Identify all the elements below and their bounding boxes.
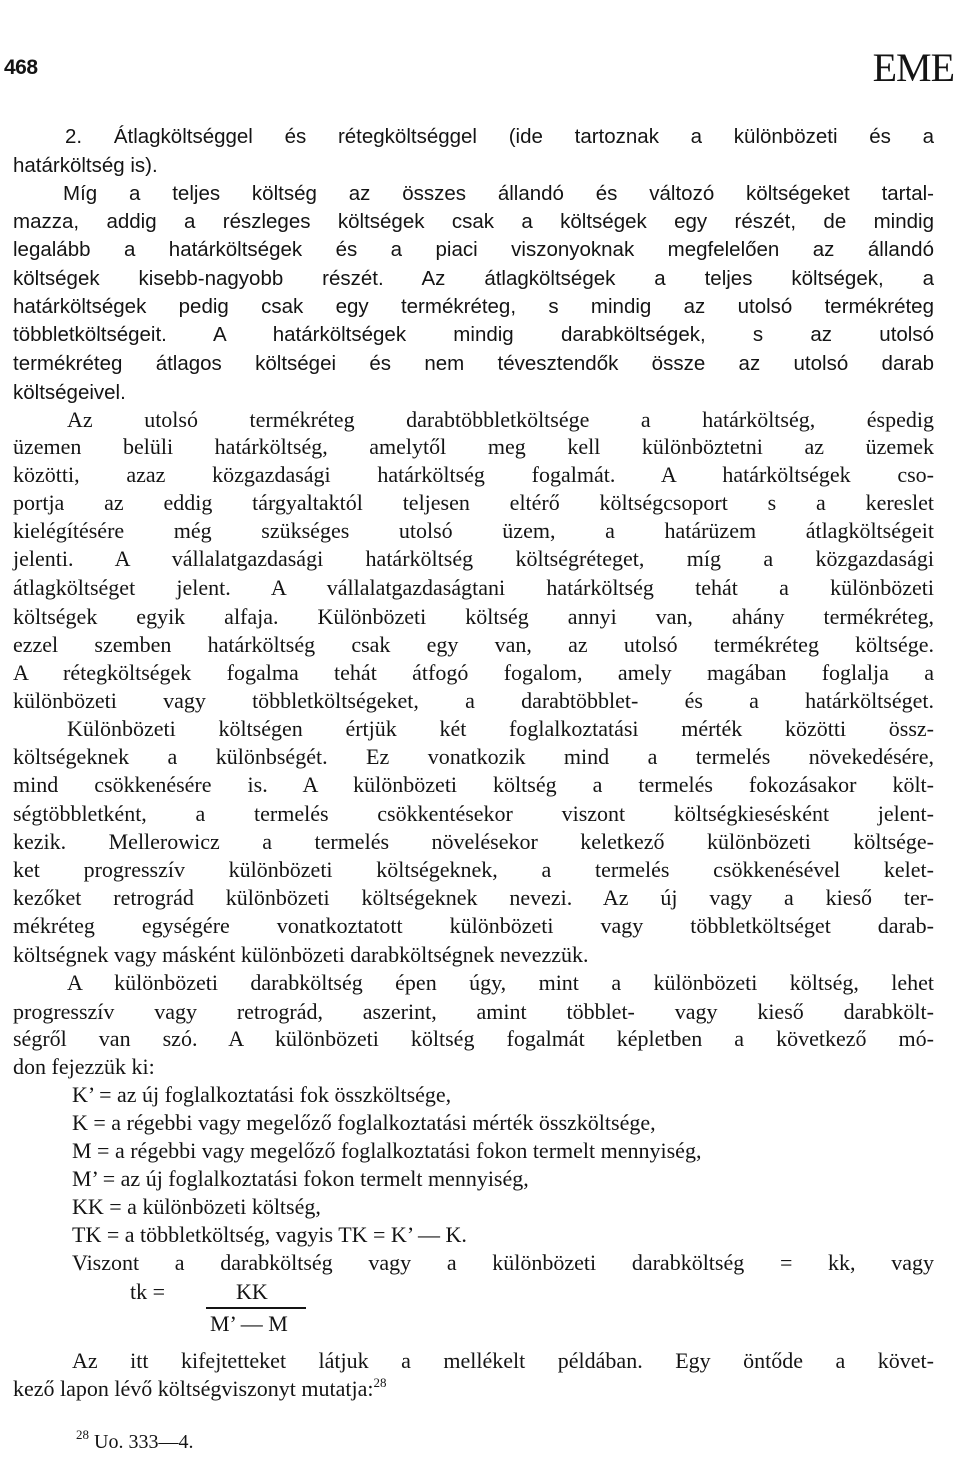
fraction-bar xyxy=(206,1307,306,1309)
text-line: költségek egyik alfaja. Különbözeti költség annyi van, ahány termékréteg, xyxy=(13,604,934,629)
text-line: ségről van szó. A különbözeti költség fogalmát képletben a következő mó- xyxy=(13,1026,934,1051)
formula-numerator: KK xyxy=(236,1279,268,1304)
formula-denominator: M’ — M xyxy=(210,1311,288,1336)
text-line: Míg a teljes költség az összes állandó és változó költségeket tartal- xyxy=(63,182,934,205)
text-line xyxy=(13,1375,934,1403)
text-line: K’ = az új foglalkoztatási fok összköltsége, xyxy=(72,1082,452,1107)
text-line: progresszív vagy retrográd, aszerint, amint többlet- vagy kieső darabkölt- xyxy=(13,999,934,1024)
text-line: költségnek vagy másként különbözeti darabköltségnek nevezzük. xyxy=(13,942,589,967)
text-line: ezzel szemben határköltség csak egy van, az utolsó termékréteg költsége. xyxy=(13,632,934,657)
text-line: költségek kisebb-nagyobb részét. Az átlagköltségek a teljes költségek, a xyxy=(13,267,934,290)
text-line xyxy=(72,1347,934,1375)
text-line: határköltségek pedig csak egy termékréteg, s mindig az utolsó termékréteg xyxy=(13,295,934,318)
text-line: mazza, addig a részleges költségek csak a költségek egy részét, de mindig xyxy=(13,210,934,233)
text-line: A különbözeti darabköltség épen úgy, mint a különbözeti költség, lehet xyxy=(67,970,934,995)
text-line: ket progresszív különbözeti költségeknek, a termelés csökkenésével kelet- xyxy=(13,857,934,882)
text-line: jelenti. A vállalatgazdasági határköltség költségréteget, míg a közgazdasági xyxy=(13,546,934,571)
footnote-reference: 28 xyxy=(373,1375,387,1390)
text-line: 2. Átlagköltséggel és rétegköltséggel (ide tartoznak a különbözeti és a xyxy=(65,125,934,148)
text-line: M’ = az új foglalkoztatási fokon termelt mennyiség, xyxy=(72,1166,529,1191)
text-line: Különbözeti költségen értjük két foglalkoztatási mérték közötti össz- xyxy=(67,716,934,741)
text-line: kezőket retrográd különbözeti költségeknek nevezi. Az új vagy a kieső ter- xyxy=(13,885,934,910)
text-line: mind csökkenésére is. A különbözeti költség a termelés fokozásakor költ- xyxy=(13,772,934,797)
text-line: legalább a határköltségek és a piaci viszonyoknak megfelelően az állandó xyxy=(13,238,934,261)
text-line: különbözeti vagy többletköltségeket, a darabtöbblet- és a határköltséget. xyxy=(13,688,934,713)
text-line: határköltség is). xyxy=(13,154,158,177)
footnote xyxy=(76,1427,194,1454)
text-line: portja az eddig tárgyaltaktól teljesen eltérő költségcsoport s a kereslet xyxy=(13,490,934,515)
text-line: TK = a többletköltség, vagyis TK = K’ — K. xyxy=(72,1222,467,1247)
text-line-content: kező lapon lévő költségviszonyt mutatja: xyxy=(13,1376,374,1401)
page-header xyxy=(0,44,960,94)
text-line: KK = a különbözeti költség, xyxy=(72,1194,321,1219)
text-line: don fejezzük ki: xyxy=(13,1054,155,1079)
text-line: Az utolsó termékréteg darabtöbbletköltsége a határköltség, éspedig xyxy=(67,407,934,432)
text-line: mékréteg egységére vonatkoztatott különbözeti vagy többletköltséget darab- xyxy=(13,913,934,938)
text-line: többletköltségeit. A határköltségek mindig darabköltségek, s az utolsó xyxy=(13,323,934,346)
text-line: közötti, azaz közgazdasági határköltség fogalmát. A határköltségek cso- xyxy=(13,462,934,487)
text-line: átlagköltséget jelent. A vállalatgazdaságtani határköltség tehát a különbözeti xyxy=(13,575,934,600)
text-line: M = a régebbi vagy megelőző foglalkoztatási fokon termelt mennyiség, xyxy=(72,1138,702,1163)
footnote-mark: 28 xyxy=(76,1427,89,1442)
text-line: költségeivel. xyxy=(13,381,126,404)
page-number: 468 xyxy=(4,56,38,79)
text-line: kezik. Mellerowicz a termelés növelésekor keletkező különbözeti költsége- xyxy=(13,829,934,854)
formula-lhs: tk = xyxy=(130,1279,166,1304)
text-line: A rétegköltségek fogalma tehát átfogó fogalom, amely magában foglalja a xyxy=(13,660,934,685)
text-line: termékréteg átlagos költségei és nem tévesztendők össze az utolsó darab xyxy=(13,352,934,375)
journal-mark: EME xyxy=(872,45,954,90)
text-line: K = a régebbi vagy megelőző foglalkoztatási mérték összköltsége, xyxy=(72,1110,656,1135)
text-line: Viszont a darabköltség vagy a különbözeti darabköltség = kk, vagy xyxy=(72,1250,934,1275)
text-line: üzemen belüli határköltség, amelytől meg kell különböztetni az üzemek xyxy=(13,434,934,459)
text-line: ségtöbbletként, a termelés csökkentésekor viszont költségkiesésként jelent- xyxy=(13,801,934,826)
text-line: kielégítésére még szükséges utolsó üzem, a határüzem átlagköltségeit xyxy=(13,518,934,543)
text-line-content: Az itt kifejtetteket látjuk a mellékelt példában. Egy öntőde a követ- xyxy=(72,1348,934,1373)
footnote-text: Uo. 333—4. xyxy=(94,1431,194,1453)
text-line: költségeknek a különbségét. Ez vonatkozik mind a termelés növekedésére, xyxy=(13,744,934,769)
